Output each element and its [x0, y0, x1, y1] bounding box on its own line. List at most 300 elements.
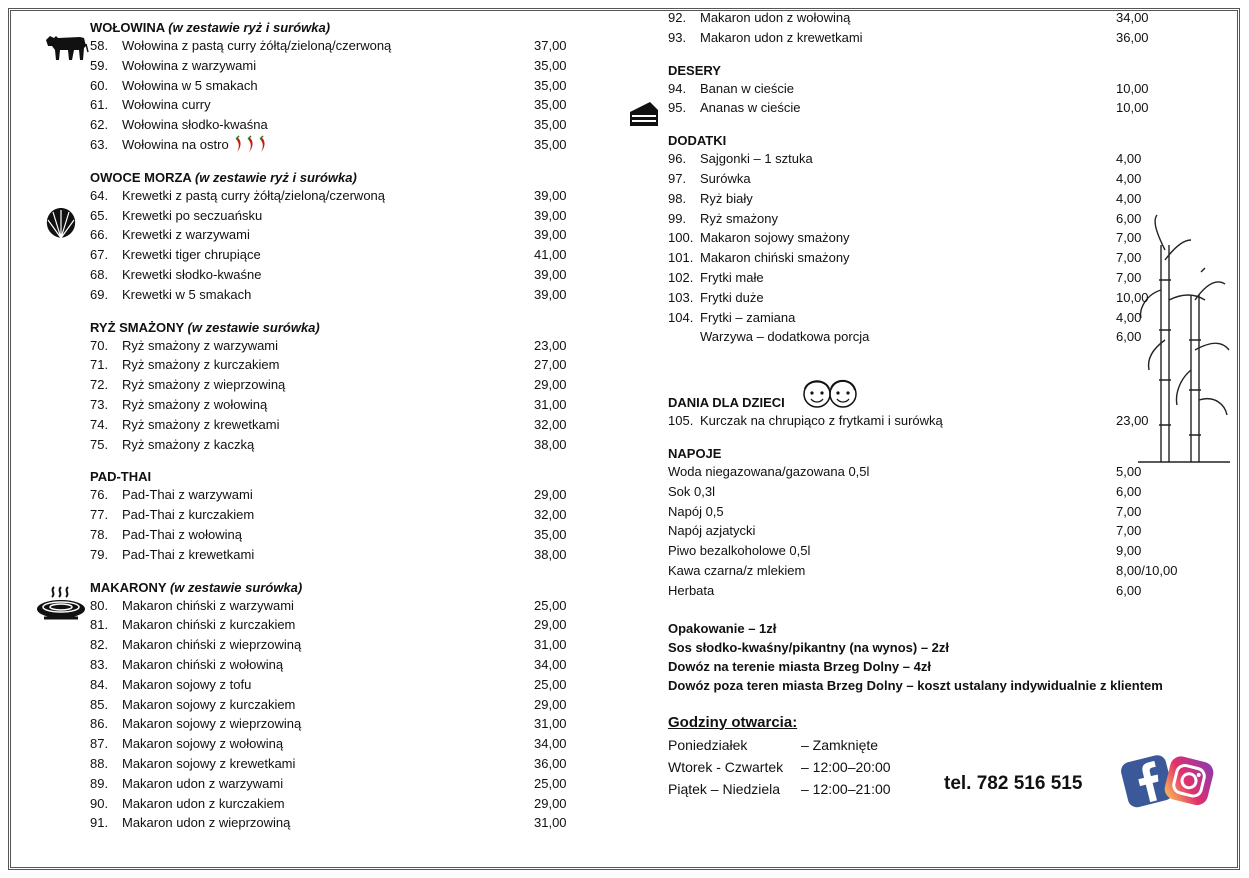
item-number: 68.	[90, 266, 109, 282]
item-name-text: Surówka	[700, 170, 751, 186]
item-price: 31,00	[534, 815, 567, 831]
item-number: 62.	[90, 117, 109, 133]
cow-icon	[44, 32, 90, 62]
item-number: 74.	[90, 416, 109, 432]
item-number: 79.	[90, 546, 109, 562]
item-name	[122, 36, 534, 56]
menu-item	[668, 581, 1188, 601]
item-name	[668, 581, 1116, 601]
item-name	[122, 505, 534, 525]
menu-item	[90, 336, 570, 356]
item-price: 31,00	[534, 637, 567, 653]
left-menu-column	[90, 16, 570, 833]
item-price: 35,00	[534, 77, 567, 93]
item-name-text: Banan w cieście	[700, 80, 794, 96]
section-subtitle: (w zestawie surówka)	[169, 579, 303, 595]
item-name	[122, 655, 534, 675]
item-name	[700, 248, 1116, 268]
item-price: 6,00	[1116, 210, 1142, 226]
menu-item	[90, 56, 570, 76]
menu-item	[90, 505, 570, 525]
item-name	[122, 545, 534, 565]
item-number: 91.	[90, 815, 109, 831]
item-name	[122, 794, 534, 814]
item-number: 84.	[90, 676, 109, 692]
item-name	[122, 355, 534, 375]
menu-item	[90, 115, 570, 135]
menu-item	[90, 435, 570, 455]
menu-section	[90, 316, 570, 455]
item-number: 103.	[668, 289, 694, 305]
menu-item	[668, 98, 1188, 118]
opening-hours	[668, 734, 1188, 800]
item-price: 39,00	[534, 266, 567, 282]
item-name-text: Ryż smażony z wieprzowiną	[122, 377, 286, 393]
item-number: 87.	[90, 736, 109, 752]
item-price: 38,00	[534, 436, 567, 452]
section-title	[90, 316, 570, 336]
item-name	[122, 675, 534, 695]
item-name	[122, 225, 534, 245]
item-name-text: Frytki małe	[700, 269, 764, 285]
item-number: 88.	[90, 755, 109, 771]
item-price: 7,00	[1116, 503, 1142, 519]
menu-item	[90, 245, 570, 265]
section-title-dzieci: DANIA DLA DZIECI	[668, 395, 785, 411]
item-number: 65.	[90, 207, 109, 223]
hours-row	[668, 778, 1188, 800]
menu-item	[668, 189, 1188, 209]
item-name-text: Makaron sojowy z kurczakiem	[122, 696, 296, 712]
item-number	[668, 327, 700, 347]
item-name-text: Ananas w cieście	[700, 100, 801, 116]
item-name	[668, 521, 1116, 541]
item-name	[122, 56, 534, 76]
item-price: 25,00	[534, 597, 567, 613]
item-name-text: Kawa czarna/z mlekiem	[668, 562, 806, 578]
menu-item	[90, 596, 570, 616]
item-price: 35,00	[534, 97, 567, 113]
item-price: 23,00	[534, 337, 567, 353]
item-name	[122, 115, 534, 135]
item-price: 39,00	[534, 187, 567, 203]
menu-item	[90, 695, 570, 715]
item-name-text: Krewetki w 5 smakach	[122, 286, 252, 302]
menu-item	[90, 655, 570, 675]
noodle-bowl-icon	[34, 585, 88, 623]
item-name	[122, 95, 534, 115]
section-title	[90, 166, 570, 186]
item-name	[700, 327, 1116, 347]
item-name	[700, 28, 1116, 48]
menu-item	[90, 754, 570, 774]
item-price: 5,00	[1116, 463, 1142, 479]
item-name-text: Makaron udon z krewetkami	[700, 29, 863, 45]
item-name-text: Krewetki z warzywami	[122, 227, 250, 243]
item-name-text: Kurczak na chrupiąco z frytkami i surówką	[700, 413, 943, 429]
item-name	[122, 435, 534, 455]
item-name	[122, 206, 534, 226]
menu-item	[668, 268, 1188, 288]
item-name	[700, 308, 1116, 328]
menu-section	[90, 576, 570, 834]
item-name	[700, 189, 1116, 209]
item-price: 27,00	[534, 357, 567, 373]
item-name-text: Makaron chiński z wołowiną	[122, 656, 284, 672]
item-name-text: Sajgonki – 1 sztuka	[700, 151, 813, 167]
item-name-text: Ryż smażony	[700, 210, 779, 226]
item-name-text: Ryż biały	[700, 190, 753, 206]
item-price: 7,00	[1116, 523, 1142, 539]
section-title-text: OWOCE MORZA	[90, 169, 192, 185]
section-subtitle: (w zestawie ryż i surówka)	[168, 20, 331, 35]
section-title-desery: DESERY	[668, 62, 721, 78]
item-name-text: Wołowina słodko-kwaśna	[122, 117, 268, 133]
item-number: 76.	[90, 487, 109, 503]
menu-item	[668, 308, 1188, 328]
item-price: 35,00	[534, 57, 567, 73]
item-name-text: Makaron chiński z wieprzowiną	[122, 637, 302, 653]
item-name-text: Ryż smażony z kurczakiem	[122, 357, 280, 373]
item-name-text: Krewetki słodko-kwaśne	[122, 266, 262, 282]
item-number: 94.	[668, 80, 687, 96]
item-name-text: Makaron sojowy z tofu	[122, 676, 252, 692]
item-number: 99.	[668, 210, 687, 226]
item-number: 60.	[90, 77, 109, 93]
item-number: 58.	[90, 38, 109, 53]
item-name-text: Pad-Thai z wołowiną	[122, 526, 242, 542]
item-name-text: Ryż smażony z wołowiną	[122, 396, 268, 412]
item-number: 77.	[90, 507, 109, 523]
service-note: Dowóz poza teren miasta Brzeg Dolny – koszt ustalany indywidualnie z klientem	[668, 677, 1163, 693]
hours-row	[668, 756, 1188, 778]
menu-item	[90, 525, 570, 545]
item-price: 7,00	[1116, 230, 1142, 246]
menu-item	[668, 462, 1188, 482]
item-price: 25,00	[534, 676, 567, 692]
item-number: 104.	[668, 309, 694, 325]
item-number: 82.	[90, 637, 109, 653]
item-price: 25,00	[534, 775, 567, 791]
hours-time: – 12:00–21:00	[801, 780, 891, 797]
menu-item	[90, 95, 570, 115]
menu-item	[90, 76, 570, 96]
item-number: 81.	[90, 617, 109, 633]
section-title-text: MAKARONY	[90, 579, 167, 595]
item-number: 101.	[668, 250, 694, 266]
item-number: 67.	[90, 247, 109, 263]
item-price: 34,00	[534, 656, 567, 672]
item-name	[700, 98, 1116, 118]
hours-days: Poniedziałek	[668, 736, 748, 753]
section-title	[90, 576, 570, 596]
item-price: 38,00	[534, 546, 567, 562]
section-title-text: WOŁOWINA	[90, 20, 165, 35]
cake-icon	[628, 100, 660, 130]
item-name-text: Ryż smażony z warzywami	[122, 337, 279, 353]
menu-item	[668, 209, 1188, 229]
item-price: 32,00	[534, 507, 567, 523]
item-number: 71.	[90, 357, 109, 373]
shell-icon	[44, 206, 78, 240]
item-price: 39,00	[534, 227, 567, 243]
item-name	[700, 288, 1116, 308]
item-price: 41,00	[534, 247, 567, 263]
item-name-text: Pad-Thai z warzywami	[122, 487, 253, 503]
item-name	[122, 596, 534, 616]
item-name-text: Makaron udon z wieprzowiną	[122, 815, 291, 831]
instagram-icon[interactable]	[1162, 754, 1218, 808]
item-name-text: Makaron chiński smażony	[700, 250, 850, 266]
item-name	[122, 615, 534, 635]
item-number: 63.	[90, 136, 109, 152]
item-name-text: Wołowina z pastą curry żółtą/zieloną/czerwoną	[122, 38, 392, 53]
item-number: 75.	[90, 436, 109, 452]
item-number: 78.	[90, 526, 109, 542]
item-name	[122, 695, 534, 715]
menu-item	[668, 288, 1188, 308]
menu-item	[668, 502, 1188, 522]
menu-item	[90, 375, 570, 395]
menu-item	[668, 149, 1188, 169]
item-name-text: Wołowina curry	[122, 97, 211, 113]
item-name-text: Ryż smażony z krewetkami	[122, 416, 280, 432]
menu-section	[90, 16, 570, 155]
item-number: 66.	[90, 227, 109, 243]
menu-item	[668, 28, 1188, 48]
hours-time: – Zamknięte	[801, 736, 879, 753]
item-price: 10,00	[1116, 289, 1149, 305]
item-name-text: Wołowina z warzywami	[122, 57, 257, 73]
item-name	[122, 714, 534, 734]
hours-days: Wtorek - Czwartek	[668, 758, 784, 775]
item-price: 32,00	[534, 416, 567, 432]
item-name	[700, 228, 1116, 248]
item-name	[700, 169, 1116, 189]
item-name	[668, 561, 1116, 581]
menu-item	[668, 79, 1188, 99]
item-name	[122, 76, 534, 96]
phone-number[interactable]: tel. 782 516 515	[944, 773, 1083, 794]
section-subtitle: (w zestawie surówka)	[187, 319, 320, 335]
item-name	[700, 209, 1116, 229]
item-name-text: Makaron sojowy z wieprzowiną	[122, 716, 302, 732]
item-name	[700, 8, 1116, 28]
item-name	[122, 395, 534, 415]
menu-item	[90, 635, 570, 655]
item-name-text: Krewetki z pastą curry żółtą/zieloną/czerwoną	[122, 187, 386, 203]
item-name	[122, 635, 534, 655]
menu-item	[668, 411, 1188, 431]
menu-item	[90, 774, 570, 794]
item-name-text: Makaron sojowy z krewetkami	[122, 755, 296, 771]
menu-item	[90, 675, 570, 695]
menu-item	[90, 734, 570, 754]
item-number: 59.	[90, 57, 109, 73]
menu-item	[90, 794, 570, 814]
item-name	[700, 268, 1116, 288]
item-price: 4,00	[1116, 190, 1142, 206]
item-price: 4,00	[1116, 309, 1142, 325]
item-price: 36,00	[534, 755, 567, 771]
right-menu-column	[668, 8, 1188, 800]
item-name	[668, 541, 1116, 561]
item-price: 29,00	[534, 487, 567, 503]
item-price: 4,00	[1116, 151, 1142, 167]
item-number: 90.	[90, 795, 109, 811]
item-price: 29,00	[534, 696, 567, 712]
item-price: 8,00/10,00	[1116, 562, 1178, 578]
item-price: 7,00	[1116, 269, 1142, 285]
menu-item	[668, 327, 1188, 347]
hours-row	[668, 734, 1188, 756]
item-price: 6,00	[1116, 329, 1142, 345]
item-name-text: Woda niegazowana/gazowana 0,5l	[668, 463, 870, 479]
item-number: 85.	[90, 696, 109, 712]
item-number: 93.	[668, 29, 687, 45]
item-price: 29,00	[534, 617, 567, 633]
menu-item	[90, 36, 570, 56]
section-title-text: RYŻ SMAŻONY	[90, 319, 184, 335]
menu-item	[668, 248, 1188, 268]
service-note: Opakowanie – 1zł	[668, 620, 777, 636]
item-number: 97.	[668, 170, 687, 186]
item-name-text: Makaron udon z kurczakiem	[122, 795, 285, 811]
item-name-text: Herbata	[668, 582, 715, 598]
item-name-text: Wołowina w 5 smakach	[122, 77, 258, 93]
item-name-text: Pad-Thai z kurczakiem	[122, 507, 255, 523]
item-number: 89.	[90, 775, 109, 791]
menu-item	[90, 285, 570, 305]
item-name-text: Makaron udon z warzywami	[122, 775, 284, 791]
menu-item	[90, 395, 570, 415]
item-number: 70.	[90, 337, 109, 353]
item-number: 72.	[90, 377, 109, 393]
item-name	[668, 482, 1116, 502]
item-number: 86.	[90, 716, 109, 732]
menu-item	[668, 8, 1188, 28]
menu-item	[668, 521, 1188, 541]
section-title-napoje: NAPOJE	[668, 445, 722, 461]
item-name-text: Krewetki tiger chrupiące	[122, 247, 261, 263]
menu-item	[668, 482, 1188, 502]
menu-item	[90, 415, 570, 435]
item-name	[122, 375, 534, 395]
menu-item	[668, 541, 1188, 561]
item-price: 10,00	[1116, 100, 1149, 116]
section-title	[90, 16, 570, 36]
item-name-text: Piwo bezalkoholowe 0,5l	[668, 543, 811, 559]
menu-item	[90, 813, 570, 833]
menu-item	[90, 135, 570, 155]
item-price: 10,00	[1116, 80, 1149, 96]
item-name	[122, 734, 534, 754]
item-price: 35,00	[534, 136, 567, 152]
menu-item	[90, 615, 570, 635]
item-name	[122, 813, 534, 833]
item-name	[122, 485, 534, 505]
item-price: 39,00	[534, 207, 567, 223]
item-number: 61.	[90, 97, 109, 113]
item-price: 6,00	[1116, 582, 1142, 598]
section-title-text: PAD-THAI	[90, 469, 152, 485]
menu-section	[90, 166, 570, 305]
item-name	[668, 502, 1116, 522]
item-name	[122, 415, 534, 435]
item-price: 7,00	[1116, 250, 1142, 266]
item-number: 105.	[668, 413, 694, 429]
item-price: 31,00	[534, 396, 567, 412]
section-subtitle: (w zestawie ryż i surówka)	[194, 169, 357, 185]
item-name	[122, 135, 534, 155]
menu-item	[668, 228, 1188, 248]
menu-item	[90, 714, 570, 734]
item-number: 95.	[668, 100, 687, 116]
item-name-text: Krewetki po seczuańsku	[122, 207, 263, 223]
item-name-text: Makaron chiński z warzywami	[122, 597, 294, 613]
item-number: 83.	[90, 656, 109, 672]
item-name-text: Napój 0,5	[668, 503, 724, 519]
item-name-text: Sok 0,3l	[668, 483, 715, 499]
menu-item	[90, 545, 570, 565]
item-price: 31,00	[534, 716, 567, 732]
item-price: 35,00	[534, 526, 567, 542]
item-price: 35,00	[534, 117, 567, 133]
item-price: 29,00	[534, 377, 567, 393]
service-note: Sos słodko-kwaśny/pikantny (na wynos) – 2zł	[668, 639, 950, 655]
item-name	[122, 774, 534, 794]
hours-time: – 12:00–20:00	[801, 758, 891, 775]
item-price: 6,00	[1116, 483, 1142, 499]
menu-item	[668, 169, 1188, 189]
item-number: 64.	[90, 187, 109, 203]
item-name	[700, 79, 1116, 99]
menu-item	[668, 561, 1188, 581]
menu-item	[90, 355, 570, 375]
item-price: 23,00	[1116, 413, 1149, 429]
chili-icon	[233, 137, 273, 152]
item-name	[122, 336, 534, 356]
item-name	[122, 754, 534, 774]
item-number: 73.	[90, 396, 109, 412]
item-name-text: Makaron sojowy smażony	[700, 230, 850, 246]
item-price: 9,00	[1116, 543, 1142, 559]
item-name-text: Makaron udon z wołowiną	[700, 10, 851, 25]
item-number: 80.	[90, 597, 109, 613]
item-number: 100.	[668, 230, 694, 246]
menu-section	[90, 465, 570, 564]
item-name	[122, 186, 534, 206]
item-name-text: Makaron sojowy z wołowiną	[122, 736, 284, 752]
item-name-text: Warzywa – dodatkowa porcja	[700, 329, 870, 345]
section-title-dodatki: DODATKI	[668, 133, 727, 149]
item-price: 34,00	[534, 736, 567, 752]
item-number: 96.	[668, 151, 687, 167]
item-price: 29,00	[534, 795, 567, 811]
menu-item	[90, 206, 570, 226]
item-name	[668, 462, 1116, 482]
item-name-text: Pad-Thai z krewetkami	[122, 546, 255, 562]
item-name	[122, 525, 534, 545]
item-number: 69.	[90, 286, 109, 302]
menu-item	[90, 225, 570, 245]
menu-item	[90, 485, 570, 505]
item-name-text: Ryż smażony z kaczką	[122, 436, 255, 452]
item-price: 37,00	[534, 38, 567, 53]
item-name-text: Makaron chiński z kurczakiem	[122, 617, 296, 633]
item-name	[122, 245, 534, 265]
section-title	[90, 465, 570, 485]
